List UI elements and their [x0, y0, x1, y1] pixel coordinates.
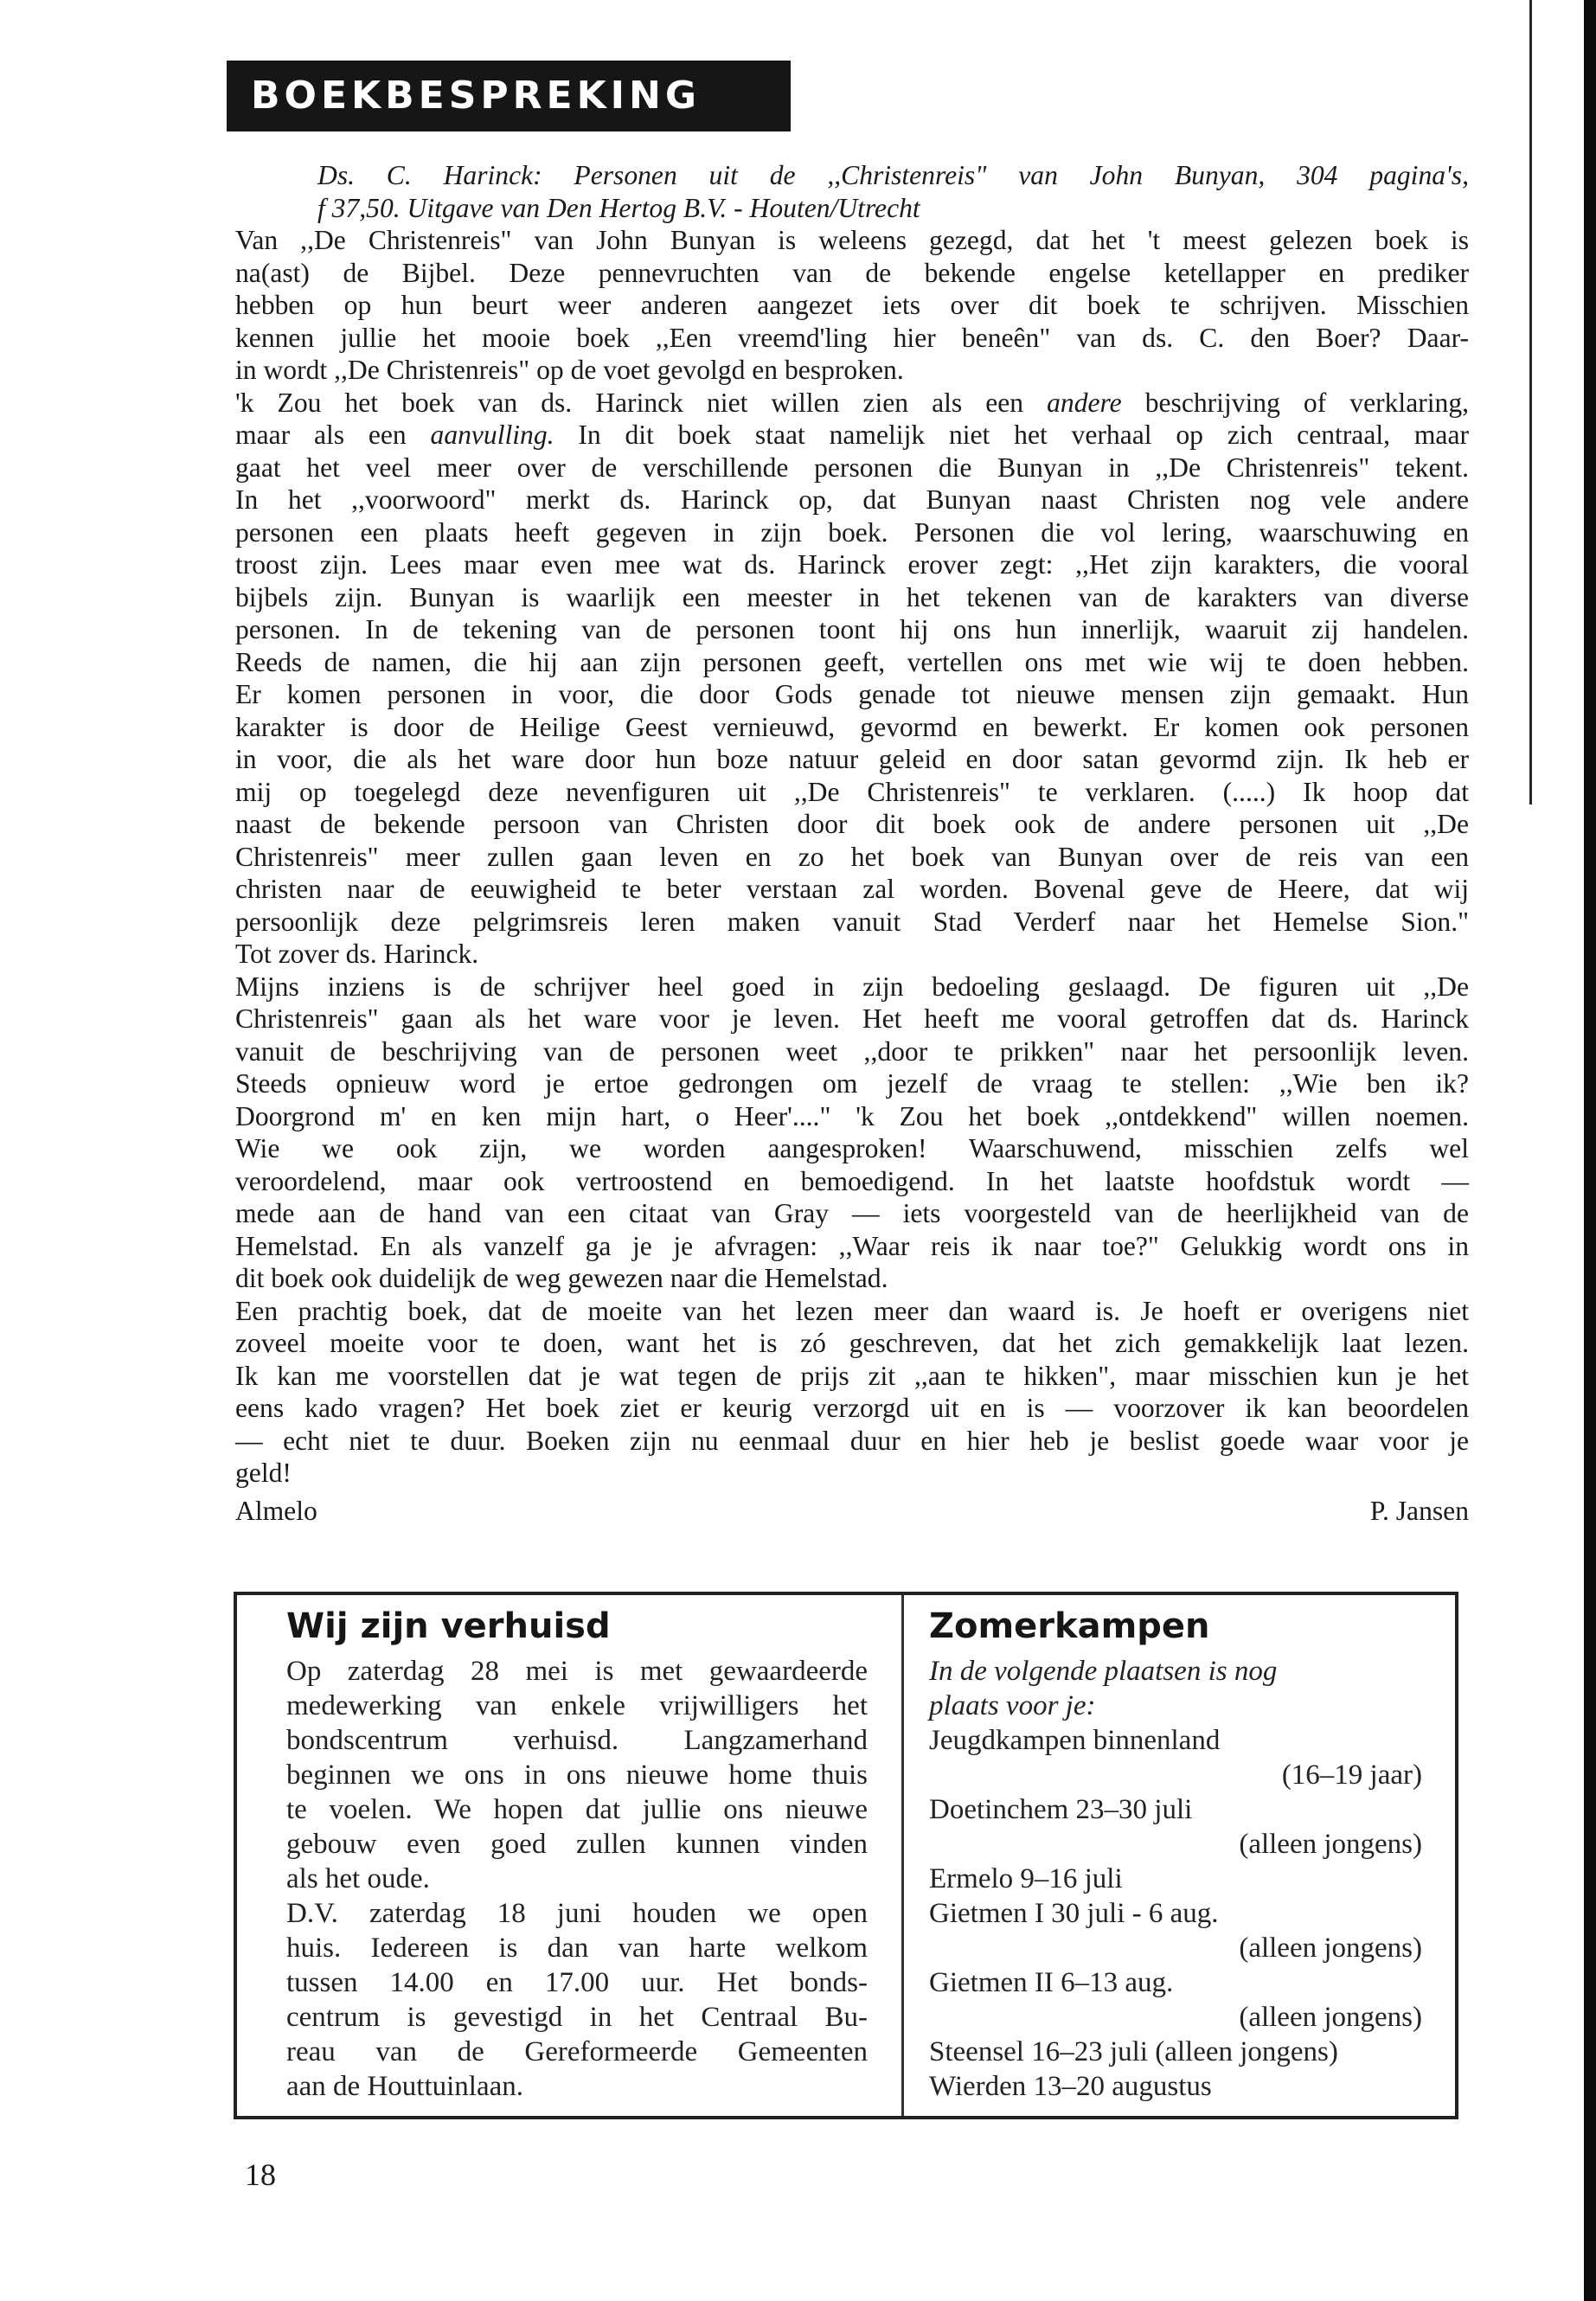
text-line: eens kado vragen? Het boek ziet er keurig verzorgd uit en is — voorzover ik kan beoordelen: [235, 1393, 1469, 1423]
notice-line: als het oude.: [286, 1863, 430, 1894]
box-divider: [901, 1595, 904, 2116]
camp-line: (alleen jongens): [1239, 2002, 1422, 2033]
notice-line: gebouw even goed zullen kunnen vinden: [286, 1829, 868, 1860]
notice-line: D.V. zaterdag 18 juni houden we open: [286, 1898, 868, 1929]
camp-line: (alleen jongens): [1239, 1829, 1422, 1860]
text-line: troost zijn. Lees maar even mee wat ds. Harinck erover zegt: ,,Het zijn karakters, die vooral: [235, 549, 1469, 580]
camps-notice: [929, 1602, 1422, 2104]
text-line: Reeds de namen, die hij aan zijn personen geeft, vertellen ons met wie wij te doen hebben.: [235, 646, 1469, 677]
signature-place: Almelo: [235, 1495, 317, 1526]
camps-title: Zomerkampen: [929, 1606, 1210, 1646]
notice-line: Op zaterdag 28 mei is met gewaardeerde: [286, 1656, 868, 1687]
camp-line: (alleen jongens): [1239, 1932, 1422, 1964]
text-line: persoonlijk deze pelgrimsreis leren maken vanuit Stad Verderf naar het Hemelse Sion.": [235, 906, 1469, 937]
camp-line: Steensel 16–23 juli (alleen jongens): [929, 2036, 1338, 2067]
notice-line: aan de Houttuinlaan.: [286, 2071, 523, 2102]
text-line: in wordt ,,De Christenreis" op de voet gevolgd en besproken.: [235, 355, 904, 385]
text-line: Er komen personen in voor, die door Gods genade tot nieuwe mensen zijn gemaakt. Hun: [235, 679, 1469, 709]
notice-line: centrum is gevestigd in het Centraal Bu-: [286, 2002, 868, 2033]
text-line: Doorgrond m' en ken mijn hart, o Heer'...." 'k Zou het boek ,,ontdekkend" willen noemen.: [235, 1100, 1469, 1131]
text-line: bijbels zijn. Bunyan is waarlijk een meester in het tekenen van de karakters van diverse: [235, 581, 1469, 612]
text-line: Mijns inziens is de schrijver heel goed in zijn bedoeling geslaagd. De figuren uit ,,De: [235, 971, 1469, 1002]
citation-line: f 37,50. Uitgave van Den Hertog B.V. - Houten/Utrecht: [317, 192, 920, 223]
text-line: mij op toegelegd deze nevenfiguren uit ,,De Christenreis" te verklaren. (.....) Ik hoop dat: [235, 776, 1469, 807]
notice-line: reau van de Gereformeerde Gemeenten: [286, 2036, 868, 2067]
notice-line: te voelen. We hopen dat jullie ons nieuwe: [286, 1794, 868, 1825]
text-line: mede aan de hand van een citaat van Gray — iets voorgesteld van de heerlijkheid van de: [235, 1198, 1469, 1228]
text-line: Wie we ook zijn, we worden aangesproken! Waarschuwend, misschien zelfs wel: [235, 1133, 1469, 1163]
camp-line: Gietmen II 6–13 aug.: [929, 1967, 1174, 1998]
text-line: christen naar de eeuwigheid te beter verstaan zal worden. Bovenal geve de Heere, dat wij: [235, 874, 1469, 904]
text-line: zoveel moeite voor te doen, want het is zó geschreven, dat het zich gemakkelijk laat lezen.: [235, 1328, 1469, 1358]
text-line: Van ,,De Christenreis" van John Bunyan is weleens gezegd, dat het 't meest gelezen boek is: [235, 225, 1469, 255]
text-line: Steeds opnieuw word je ertoe gedrongen om jezelf de vraag te stellen: ,,Wie ben ik?: [235, 1068, 1469, 1099]
text-line: dit boek ook duidelijk de weg gewezen naar die Hemelstad.: [235, 1263, 888, 1293]
text-line: gaat het veel meer over de verschillende personen die Bunyan in ,,De Christenreis" tekent.: [235, 452, 1469, 483]
notice-line: beginnen we ons in ons nieuwe home thuis: [286, 1759, 868, 1791]
text-line: na(ast) de Bijbel. Deze pennevruchten van de bekende engelse ketellapper en prediker: [235, 257, 1469, 288]
scan-border: [1584, 0, 1596, 2301]
text-line: kennen jullie het mooie boek ,,Een vreemd'ling hier beneên" van ds. C. den Boer? Daar-: [235, 322, 1469, 353]
camp-line: Gietmen I 30 juli - 6 aug.: [929, 1898, 1219, 1929]
text-line: hebben op hun beurt weer anderen aangezet iets over dit boek te schrijven. Misschien: [235, 290, 1469, 320]
camp-line: Ermelo 9–16 juli: [929, 1863, 1123, 1894]
text-line: vanuit de beschrijving van de personen weet ,,door te prikken" naar het persoonlijk leven.: [235, 1035, 1469, 1067]
camps-intro: plaats voor je:: [929, 1690, 1096, 1721]
notice-line: huis. Iedereen is dan van harte welkom: [286, 1932, 868, 1964]
text-line: Christenreis" gaan als het ware voor je leven. Het heeft me vooral getroffen dat ds. Harinck: [235, 1003, 1469, 1034]
signature-author: P. Jansen: [1369, 1495, 1469, 1526]
section-header: BOEKBESPREKING: [227, 61, 791, 131]
camp-line: (16–19 jaar): [1281, 1759, 1422, 1791]
announcements-box: [234, 1592, 1458, 2119]
signature: [235, 1495, 1469, 1528]
citation-line: Ds. C. Harinck: Personen uit de ,,Christenreis" van John Bunyan, 304 pagina's,: [317, 160, 1469, 190]
text-line: — echt niet te duur. Boeken zijn nu eenmaal duur en hier heb je beslist goede waar voor je: [235, 1425, 1469, 1456]
text-line: 'k Zou het boek van ds. Harinck niet willen zien als een andere beschrijving of verklaring,: [235, 387, 1470, 418]
camp-line: Wierden 13–20 augustus: [929, 2071, 1212, 2102]
camp-line: Doetinchem 23–30 juli: [929, 1794, 1193, 1825]
text-line: Christenreis" meer zullen gaan leven en zo het boek van Bunyan over de reis van een: [235, 841, 1469, 872]
text-line: maar als een aanvulling. In dit boek staat namelijk niet het verhaal op zich centraal, maar: [235, 420, 1469, 450]
notice-line: bondscentrum verhuisd. Langzamerhand: [286, 1725, 868, 1756]
page-number: 18: [245, 2157, 276, 2192]
moved-notice: [286, 1602, 868, 2104]
text-line: Tot zover ds. Harinck.: [235, 939, 479, 969]
text-line: geld!: [235, 1458, 292, 1488]
scan-margin-line: [1529, 0, 1532, 804]
text-line: personen een plaats heeft gegeven in zijn boek. Personen die vol lering, waarschuwing en: [235, 516, 1469, 548]
text-line: karakter is door de Heilige Geest vernieuwd, gevormd en bewerkt. Er komen ook personen: [235, 711, 1469, 742]
text-line: personen. In de tekening van de personen toont hij ons hun innerlijk, waaruit zij handelen.: [235, 614, 1469, 644]
text-line: Ik kan me voorstellen dat je wat tegen de prijs zit ,,aan te hikken", maar misschien kun je het: [235, 1360, 1469, 1391]
text-line: Hemelstad. En als vanzelf ga je je afvragen: ,,Waar reis ik naar toe?" Gelukkig wordt ons in: [235, 1230, 1469, 1261]
moved-title: Wij zijn verhuisd: [286, 1606, 611, 1646]
text-line: veroordelend, maar ook vertroostend en bemoedigend. In het laatste hoofdstuk wordt —: [235, 1165, 1469, 1196]
text-line: Een prachtig boek, dat de moeite van het lezen meer dan waard is. Je hoeft er overigens niet: [235, 1295, 1469, 1326]
text-line: naast de bekende persoon van Christen door dit boek ook de andere personen uit ,,De: [235, 809, 1469, 839]
notice-line: tussen 14.00 en 17.00 uur. Het bonds-: [286, 1967, 868, 1998]
notice-line: medewerking van enkele vrijwilligers het: [286, 1690, 868, 1721]
camps-intro: In de volgende plaatsen is nog: [929, 1656, 1278, 1687]
text-line: In het ,,voorwoord" merkt ds. Harinck op, dat Bunyan naast Christen nog vele andere: [235, 484, 1469, 515]
book-review: [235, 159, 1469, 1528]
camp-line: Jeugdkampen binnenland: [929, 1725, 1221, 1756]
text-line: in voor, die als het ware door hun boze natuur geleid en door satan gevormd zijn. Ik heb er: [235, 744, 1469, 774]
